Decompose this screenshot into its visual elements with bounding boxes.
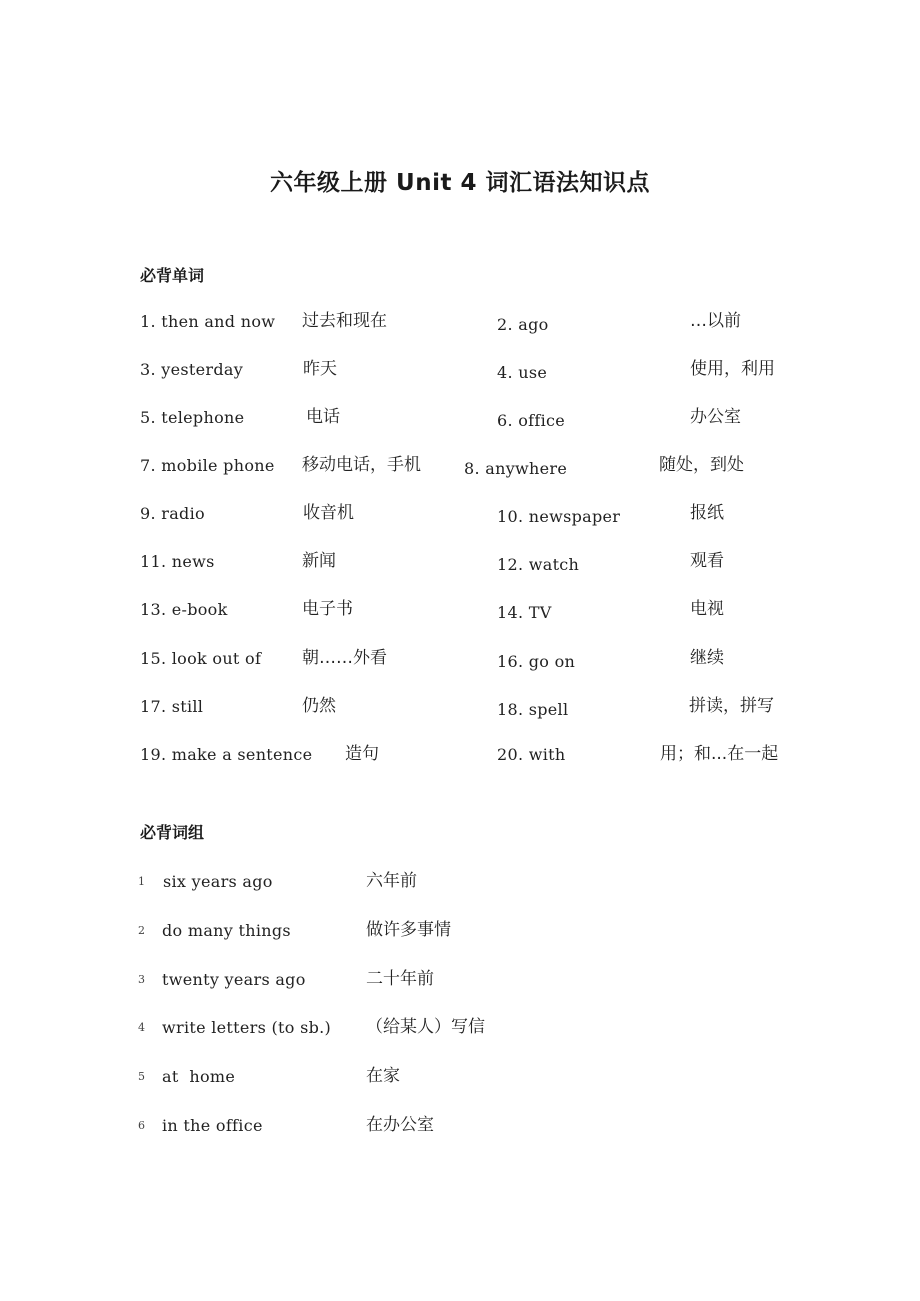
word-english: 4. use bbox=[497, 363, 548, 382]
word-english: 3. yesterday bbox=[140, 360, 244, 379]
word-english: 1. then and now bbox=[140, 312, 276, 331]
word-chinese: …以前 bbox=[690, 311, 741, 331]
phrase-english: at home bbox=[162, 1067, 236, 1086]
word-chinese: 报纸 bbox=[690, 503, 724, 523]
phrase-number: 4 bbox=[138, 1021, 145, 1034]
word-english: 6. office bbox=[497, 411, 566, 430]
word-english: 16. go on bbox=[497, 652, 576, 671]
word-chinese: 办公室 bbox=[690, 407, 741, 427]
word-chinese: 朝……外看 bbox=[302, 648, 387, 668]
phrase-chinese: 二十年前 bbox=[366, 969, 434, 989]
word-chinese: 观看 bbox=[690, 551, 724, 571]
word-chinese: 移动电话，手机 bbox=[302, 455, 421, 475]
word-english: 2. ago bbox=[497, 315, 549, 334]
phrase-chinese: （给某人）写信 bbox=[366, 1017, 485, 1037]
phrase-chinese: 在家 bbox=[366, 1066, 400, 1086]
word-chinese: 昨天 bbox=[303, 359, 337, 379]
phrase-number: 2 bbox=[138, 924, 145, 937]
word-chinese: 新闻 bbox=[302, 551, 336, 571]
word-chinese: 使用，利用 bbox=[690, 359, 775, 379]
phrase-english: write letters (to sb.) bbox=[162, 1018, 332, 1037]
phrase-number: 3 bbox=[138, 973, 145, 986]
word-english: 15. look out of bbox=[140, 649, 262, 668]
word-english: 12. watch bbox=[497, 555, 580, 574]
word-english: 14. TV bbox=[497, 603, 552, 622]
word-chinese: 电子书 bbox=[302, 599, 353, 619]
word-chinese: 电话 bbox=[306, 407, 340, 427]
word-english: 5. telephone bbox=[140, 408, 245, 427]
word-english: 10. newspaper bbox=[497, 507, 621, 526]
word-chinese: 继续 bbox=[690, 648, 724, 668]
word-chinese: 造句 bbox=[345, 744, 379, 764]
word-chinese: 随处，到处 bbox=[659, 455, 744, 475]
word-english: 20. with bbox=[497, 745, 566, 764]
phrase-number: 1 bbox=[138, 875, 145, 888]
phrase-chinese: 六年前 bbox=[366, 871, 417, 891]
word-chinese: 用；和...在一起 bbox=[660, 744, 779, 764]
phrase-english: do many things bbox=[162, 921, 291, 940]
phrase-chinese: 做许多事情 bbox=[366, 920, 451, 940]
page-title: 六年级上册 Unit 4 词汇语法知识点 bbox=[270, 170, 650, 196]
section-heading-phrases: 必背词组 bbox=[140, 823, 205, 842]
word-chinese: 电视 bbox=[690, 599, 724, 619]
phrase-chinese: 在办公室 bbox=[366, 1115, 434, 1135]
word-english: 9. radio bbox=[140, 504, 205, 523]
phrase-english: six years ago bbox=[163, 872, 273, 891]
section-heading-words: 必背单词 bbox=[140, 266, 205, 285]
word-english: 19. make a sentence bbox=[140, 745, 313, 764]
phrase-number: 5 bbox=[138, 1070, 145, 1083]
word-english: 7. mobile phone bbox=[140, 456, 275, 475]
word-chinese: 拼读，拼写 bbox=[689, 696, 774, 716]
word-chinese: 收音机 bbox=[303, 503, 354, 523]
phrase-number: 6 bbox=[138, 1119, 145, 1132]
word-english: 8. anywhere bbox=[464, 459, 568, 478]
word-chinese: 过去和现在 bbox=[302, 311, 387, 331]
word-english: 13. e-book bbox=[140, 600, 228, 619]
word-english: 18. spell bbox=[497, 700, 569, 719]
word-chinese: 仍然 bbox=[302, 696, 336, 716]
phrase-english: in the office bbox=[162, 1116, 263, 1135]
word-english: 11. news bbox=[140, 552, 215, 571]
word-english: 17. still bbox=[140, 697, 204, 716]
phrase-english: twenty years ago bbox=[162, 970, 306, 989]
